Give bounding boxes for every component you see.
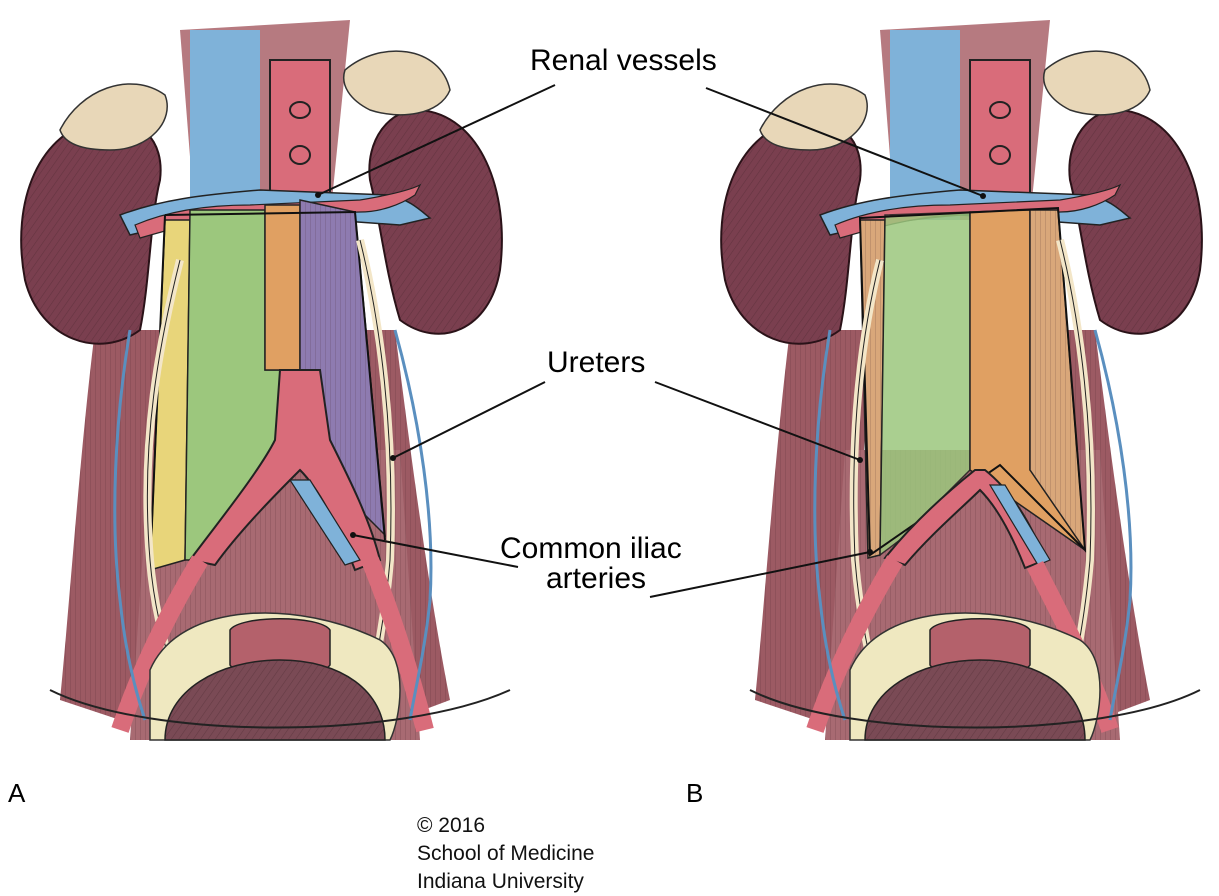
label-renal-vessels: Renal vessels: [530, 44, 717, 77]
panel-a-illustration: [21, 20, 510, 740]
copyright-credit: [417, 812, 594, 896]
panel-label-a: A: [8, 778, 26, 808]
label-common-iliac-line1: Common iliac: [500, 532, 682, 565]
label-common-iliac-line2: arteries: [546, 562, 647, 595]
panel-b-illustration: [721, 20, 1202, 740]
aorta-top-b: [970, 60, 1030, 200]
adrenal-right-b: [1044, 51, 1150, 115]
label-ureters: Ureters: [547, 346, 646, 379]
credit-year: © 2016: [417, 814, 486, 837]
adrenal-right-a: [344, 51, 450, 115]
aorta-top-a: [270, 60, 330, 200]
zone-orange-a: [265, 205, 300, 370]
credit-university: Indiana University: [417, 870, 584, 893]
panel-label-b: B: [686, 778, 704, 808]
credit-school: School of Medicine: [417, 842, 595, 865]
